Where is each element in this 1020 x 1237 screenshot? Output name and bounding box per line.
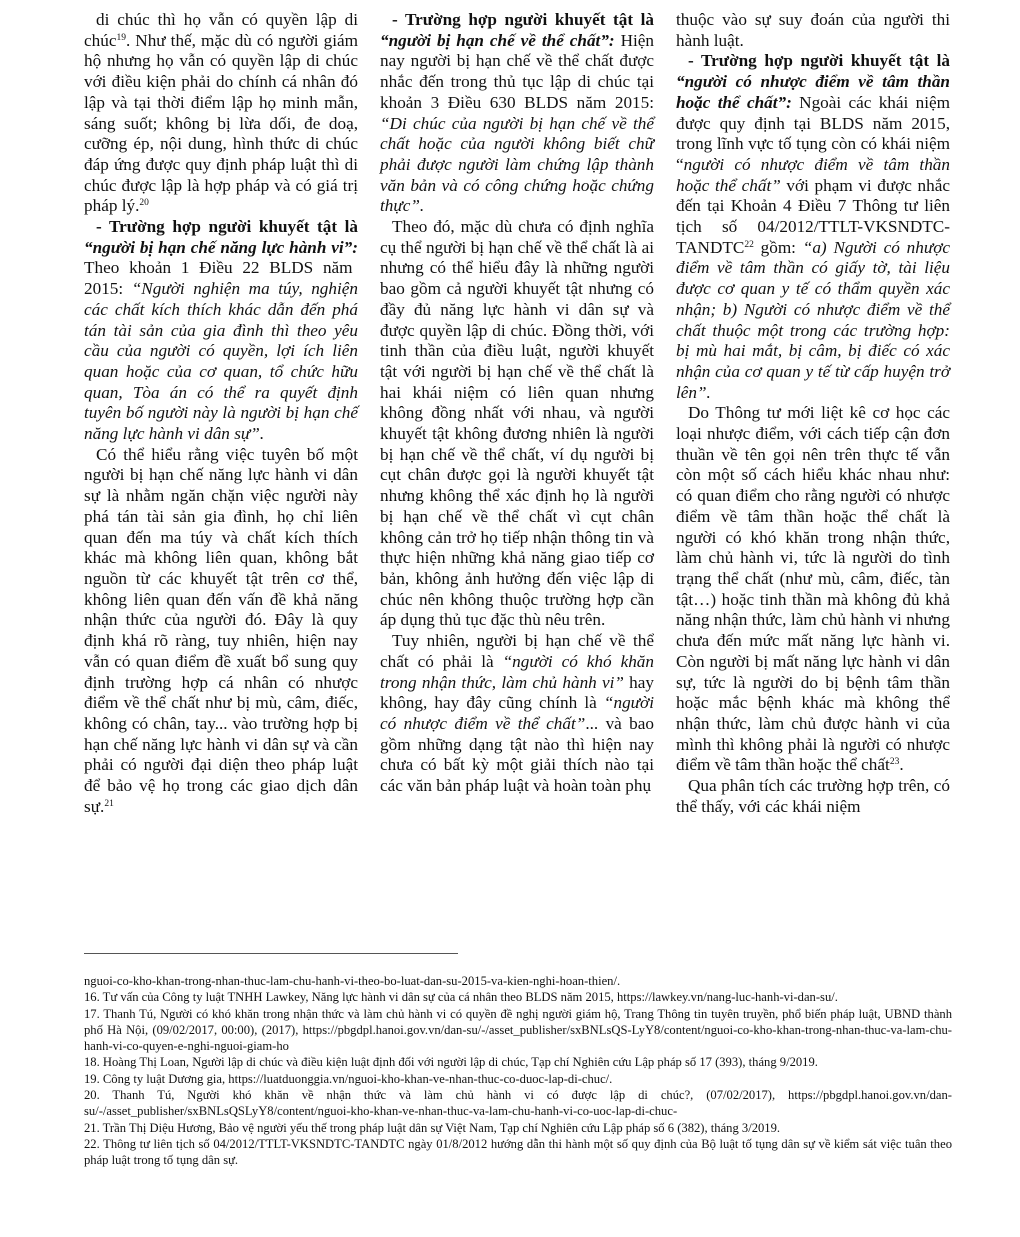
footnote: nguoi-co-kho-khan-trong-nhan-thuc-lam-chu-hanh-vi-theo-bo-luat-dan-su-2015-va-kien-nghi-hoan-thien/. xyxy=(84,974,621,988)
text-run: gồm: xyxy=(753,237,803,257)
footnote: 22. Thông tư liên tịch số 04/2012/TTLT-VKSNDTC-TANDTC ngày 01/8/2012 hướng dẫn thi hành một số quy định của Bộ luật tố tụng dân sự về kiểm sát việc tuân theo pháp luật trong tố tụng dân sự. xyxy=(84,1136,952,1168)
text-run: hay không, hay đây cũng chính là xyxy=(380,672,654,713)
text-run: Ngoài các khái niệm được quy định tại BLDS năm 2015, trong lĩnh vực tố tụng còn có khái niệm “ xyxy=(676,92,950,174)
bold-italic-run: “người bị hạn chế năng lực hành vi”: xyxy=(84,237,358,257)
text-run: ... và bao gồm những dạng tật nào thì hiện nay chưa có bất kỳ một giải thích nào tại các văn bản pháp luật và hoàn toàn phụ xyxy=(380,713,655,796)
paragraph xyxy=(380,10,654,217)
footnote-ref: 22 xyxy=(744,239,754,250)
text-run: Qua phân tích các trường hợp trên, có thể thấy, với các khái niệm xyxy=(676,776,950,816)
italic-run: “người có khó khăn trong nhận thức, làm chủ hành vi” xyxy=(380,651,654,692)
text-run: Hiện nay người bị hạn chế về thể chất được nhắc đến trong thủ tục lập di chúc tại khoản 3 Điều 630 BLDS năm 2015: xyxy=(380,30,654,112)
text-run: Theo khoản 1 Điều 22 BLDS năm 2015: xyxy=(84,258,353,299)
footnote: 17. Thanh Tú, Người có khó khăn trong nhận thức và làm chủ hành vi có quyền đề nghị người giám hộ, Trang Thông tin tuyên truyền, phổ biến pháp luật, UBND thành phố Hà Nội, (09/02/2017, 00:00), (2017), https://pbgdpl.hanoi.gov.vn/dan-su/-/asset_publisher/sxBNLsQS-LyY8/content/nguoi-co-kho-khan-trong-nhan-thuc-va-lam-chu-hanh-vi-co-quyen-e-nghi-nguoi-giam-ho xyxy=(84,1006,952,1054)
bold-italic-run: “người bị hạn chế về thể chất”: xyxy=(380,30,615,50)
text-run: thuộc vào sự suy đoán của người thi hành luật. xyxy=(676,10,950,50)
footnote-ref: 20 xyxy=(139,198,149,209)
footnote-ref: 23 xyxy=(889,757,900,768)
footnote-separator xyxy=(84,953,458,954)
italic-run: “người có nhược điểm về thể chất” xyxy=(380,693,654,733)
footnotes xyxy=(84,973,952,1169)
paragraph xyxy=(380,631,654,797)
footnote-ref: 19 xyxy=(116,32,126,43)
text-run: Tuy nhiên, người bị hạn chế về thể chất có phải là xyxy=(380,631,654,671)
bold-run: - Trường hợp người khuyết tật là xyxy=(392,10,654,29)
italic-run: “Di chúc của người bị hạn chế về thể chất hoặc của người không biết chữ phải được người làm chứng lập thành văn bản và có công chứng hoặc chứng thực”. xyxy=(380,113,654,216)
text-run: di chúc thì họ vẫn có quyền lập di chúc xyxy=(84,10,358,50)
italic-run: “Người nghiện ma túy, nghiện các chất kích thích khác dẫn đến phá tán tài sản của gia đình thì theo yêu cầu của người có quyền, lợi ích liên quan hoặc của cơ quan, tổ chức hữu quan, Tòa án có thể ra quyết định tuyên bố người này là người bị hạn chế năng lực hành vi dân sự”. xyxy=(84,279,358,444)
bold-run: - Trường hợp người khuyết tật là xyxy=(96,217,358,237)
italic-run: người có nhược điểm về tâm thần hoặc thể chất” xyxy=(676,154,950,195)
paragraph xyxy=(84,445,358,818)
footnote: 21. Trần Thị Diệu Hương, Bảo vệ người yếu thế trong pháp luật dân sự Việt Nam, Tạp chí Nghiên cứu Lập pháp số 6 (382), tháng 3/2019. xyxy=(84,1120,781,1135)
text-run: với phạm vi được nhắc đến tại Khoản 4 Điều 7 Thông tư liên tịch số 04/2012/TTLT-VKSNDTC-TANDTC xyxy=(676,175,950,257)
italic-run: “a) Người có nhược điểm về tâm thần có giấy tờ, tài liệu được cơ quan y tế có thẩm quyền xác nhận; b) Người có nhược điểm về thể chất thuộc một trong các trường hợp: bị mù hai mắt, bị câm, bị điếc có xác nhận của cơ quan y tế từ cấp huyện trở lên”. xyxy=(676,237,950,402)
footnote: 19. Công ty luật Dương gia, https://luatduonggia.vn/nguoi-kho-khan-ve-nhan-thuc-co-duoc-lap-di-chuc/. xyxy=(84,1071,613,1086)
text-run: Theo đó, mặc dù chưa có định nghĩa cụ thể người bị hạn chế về thể chất là ai nhưng có thể hiểu đây là những người bao gồm cả người khuyết tật nhưng có đầy đủ năng lực hành vi dân sự và được quyền lập di chúc. Đồng thời, với tinh thần của điều luật, người khuyết tật với người bị hạn chế về thể chất là hai khái niệm có liên quan nhưng không đồng nhất với nhau, và người khuyết tật không đương nhiên là người bị hạn chế về thể chất, ví dụ người bị cụt chân được gọi là người khuyết tật nhưng không thể xác định họ là người bị hạn chế về thể chất vì cụt chân không cản trở họ tiếp nhận thông tin và thực hiện những khả năng giao tiếp cơ bản, không ảnh hưởng đến việc lập di chúc nên không thuộc trường hợp cần áp dụng thủ tục đặc thù nêu trên. xyxy=(380,217,654,630)
paragraph xyxy=(84,10,358,217)
text-column-1 xyxy=(84,10,358,817)
paragraph xyxy=(676,403,950,776)
text-column-2 xyxy=(380,10,654,797)
paragraph xyxy=(380,217,654,631)
footnote: 16. Tư vấn của Công ty luật TNHH Lawkey, Năng lực hành vi dân sự của cá nhân theo BLDS năm 2015, https://lawkey.vn/nang-luc-hanh-vi-dan-su/. xyxy=(84,990,838,1005)
footnote: 20. Thanh Tú, Người khó khăn về nhận thức và làm chủ hành vi có được lập di chúc?, (07/02/2017), https://pbgdpl.hanoi.gov.vn/dan-su/-/asset_publisher/sxBNLsQSLyY8/content/nguoi-kho-khan-ve-nhan-thuc-va-lam-chu-hanh-vi-co-uoc-lap-di-chuc- xyxy=(84,1088,952,1119)
text-run: Có thể hiểu rằng việc tuyên bố một người bị hạn chế năng lực hành vi dân sự là nhằm ngăn chặn việc người này phá tán tài sản gia đình, họ chỉ liên quan đến ma túy và chất kích thích khác mà không liên quan, không bắt nguồn từ các khuyết tật trên cơ thể, không liên quan đến vấn đề khả năng nhận thức của người đó. Đây là quy định khá rõ ràng, tuy nhiên, hiện nay vẫn có quan điểm đề xuất bổ sung quy định trường hợp cá nhân có nhược điểm về thể chất như bị mù, câm, điếc, không có chân, tay... vào trường hợp bị hạn chế năng lực hành vi dân sự và cần phải có người đại diện theo pháp luật để bảo vệ họ trong các giao dịch dân sự. xyxy=(84,444,358,816)
text-run: . xyxy=(899,755,904,775)
text-column-3 xyxy=(676,10,950,817)
article-body xyxy=(84,10,948,922)
footnote: 18. Hoàng Thị Loan, Người lập di chúc và điều kiện luật định đối với người lập di chúc, Tạp chí Nghiên cứu Lập pháp số 17 (393), tháng 9/2019. xyxy=(84,1055,818,1070)
paragraph xyxy=(84,217,358,445)
paragraph xyxy=(676,776,950,817)
text-run: . Như thế, mặc dù có người giám hộ nhưng họ vẫn có quyền lập di chúc với điều kiện phải do chính cá nhân đó lập và tại thời điểm lập họ minh mẫn, sáng suốt; không bị lừa dối, đe doạ, cưỡng ép, nội dung, hình thức di chúc đáp ứng được quy định pháp luật thì di chúc được lập là hợp pháp và có giá trị pháp lý. xyxy=(84,30,358,216)
paragraph xyxy=(676,51,950,403)
footnote-ref: 21 xyxy=(104,798,114,809)
bold-italic-run: “người có nhược điểm về tâm thần hoặc thể chất”: xyxy=(676,72,950,112)
bold-run: - Trường hợp người khuyết tật là xyxy=(688,51,950,71)
paragraph xyxy=(676,10,950,51)
text-run: Do Thông tư mới liệt kê cơ học các loại nhược điểm, với cách tiếp cận đơn thuần về tên gọi nên trên thực tế vẫn còn một số cách hiểu khác nhau như: có quan điểm cho rằng người có nhược điểm về tâm thần hoặc thể chất là người có khó khăn trong nhận thức, làm chủ hành vi, tức là người do tình trạng thể chất (như mù, câm, điếc, tàn tật…) hoặc tinh thần mà không đủ khả năng nhận thức, làm chủ hành vi nhưng chưa đến mức mất năng lực hành vi. Còn người bị mất năng lực hành vi dân sự, tức là người do bị bệnh tâm thần hoặc mắc bệnh khác mà không thể nhận thức, làm chủ được hành vi của mình thì không phải là người có nhược điểm về tâm thần hoặc thể chất xyxy=(676,403,950,775)
